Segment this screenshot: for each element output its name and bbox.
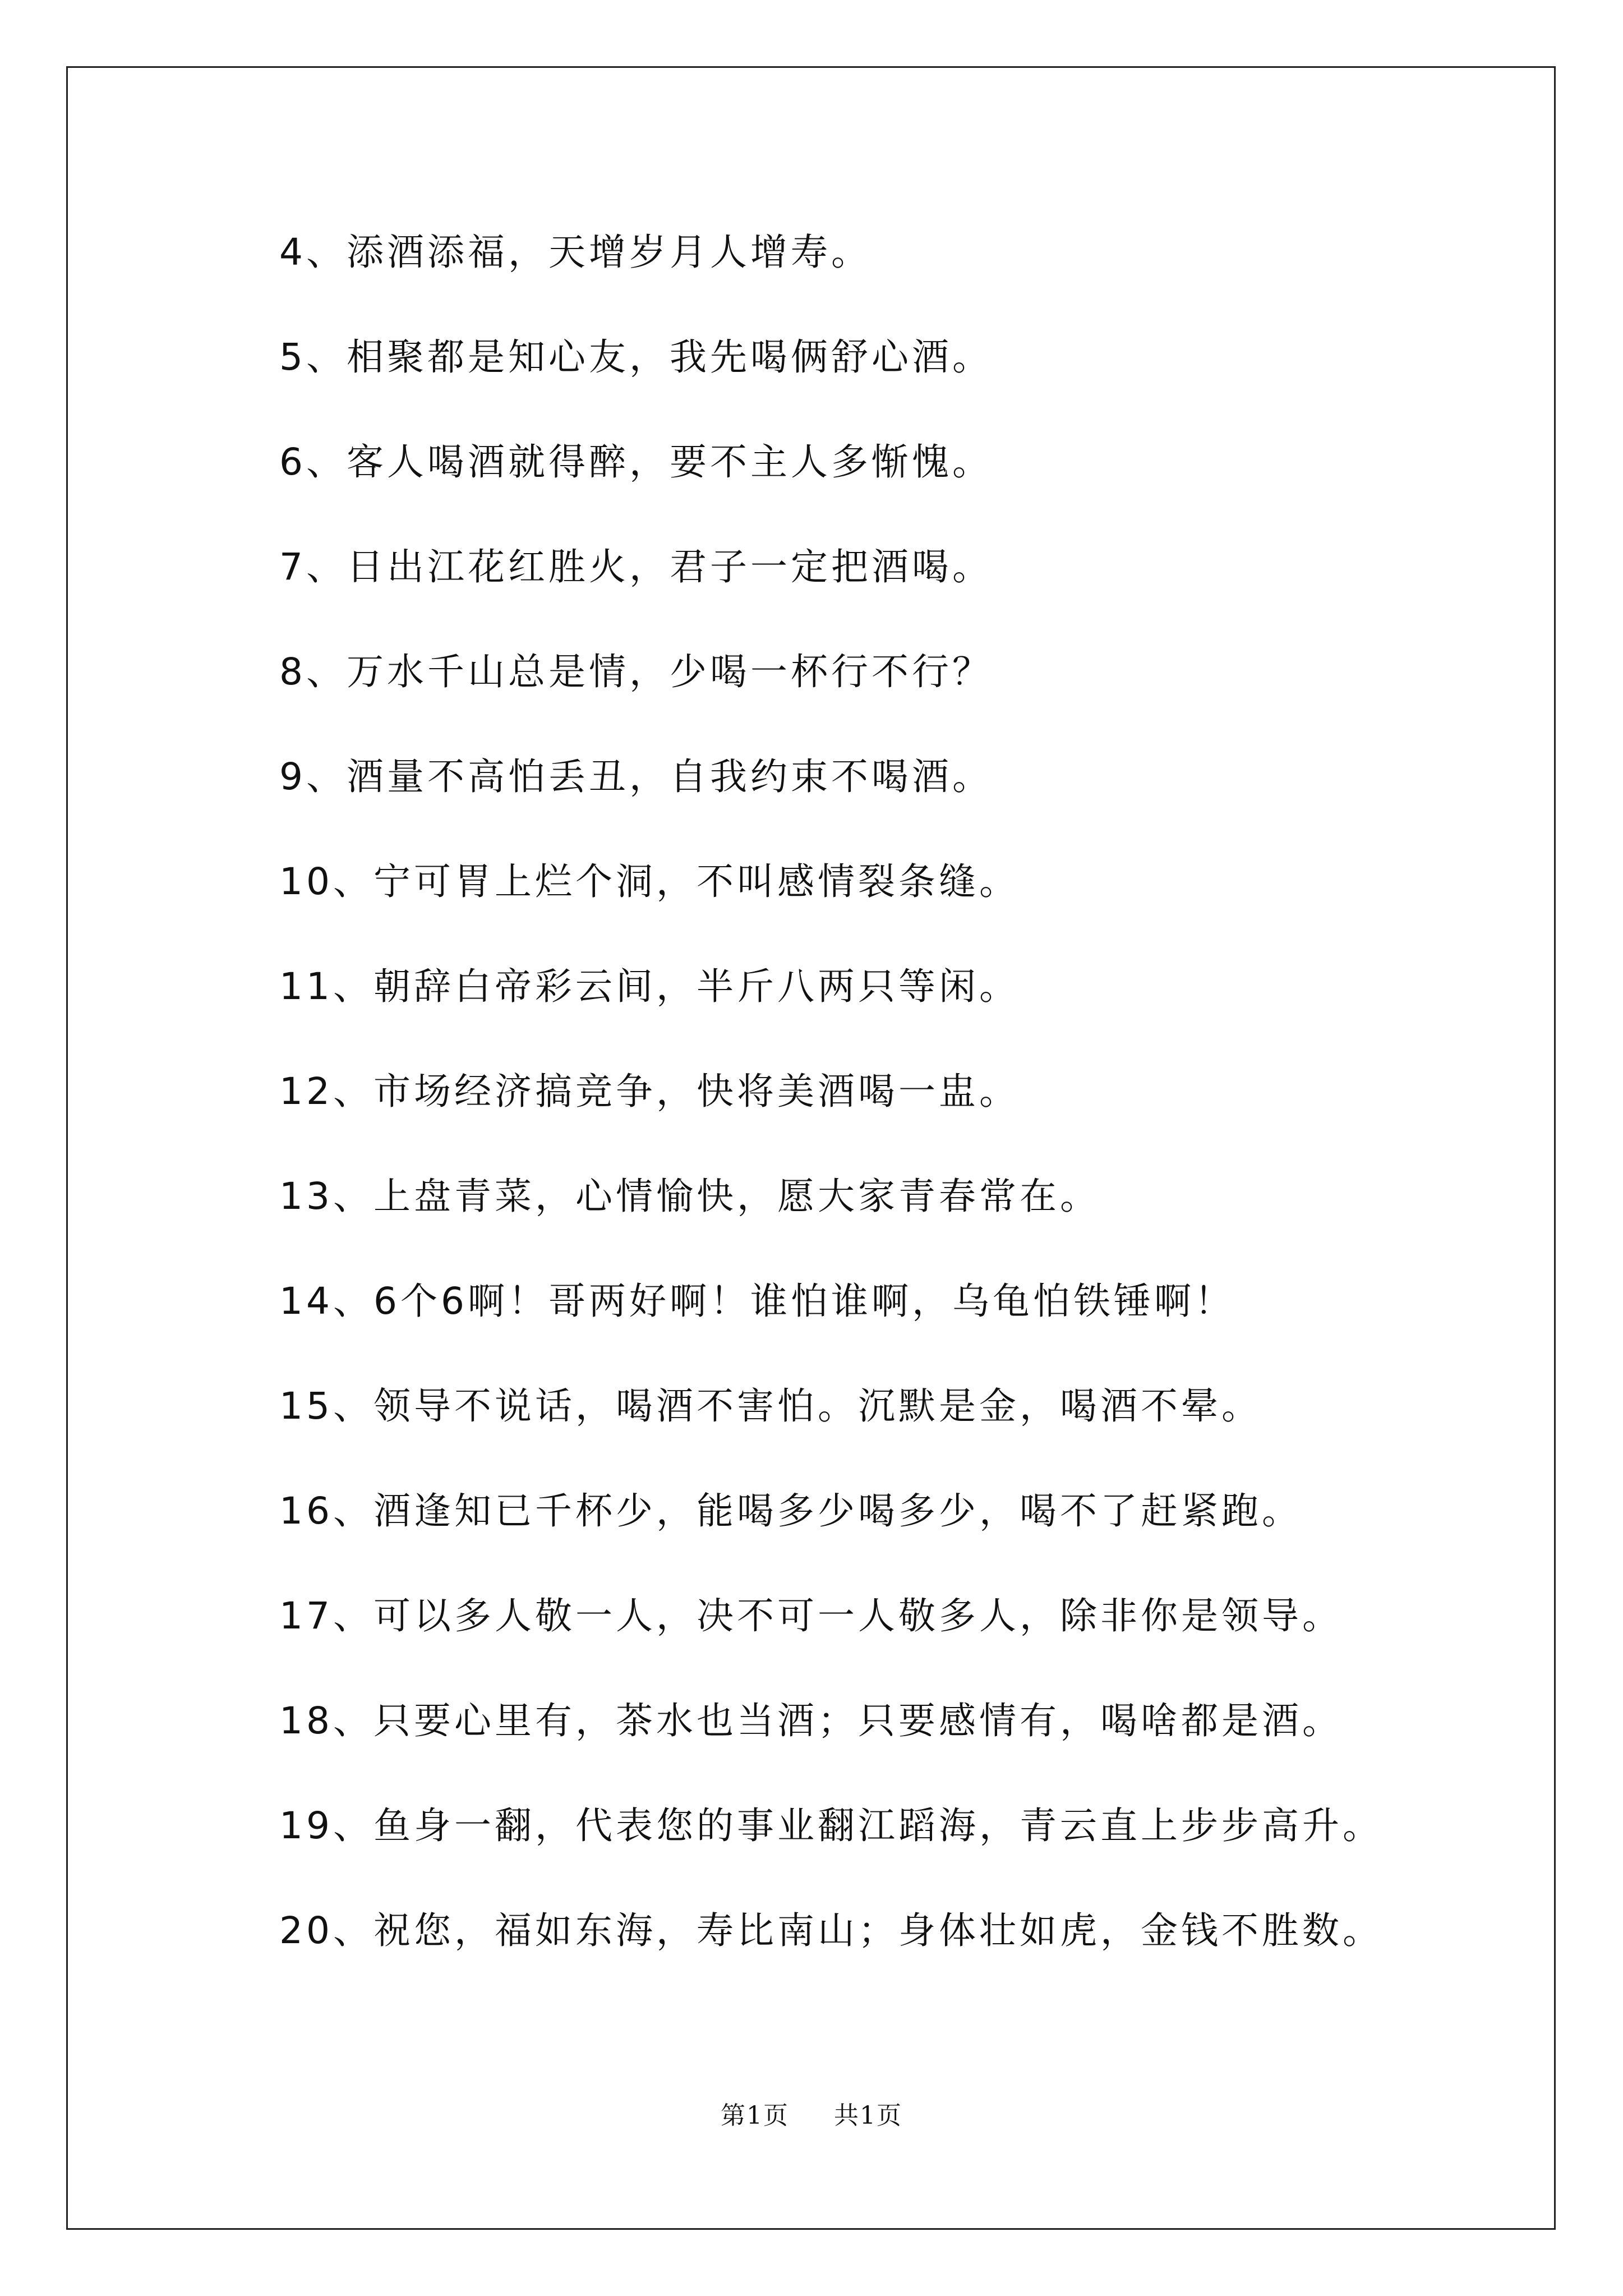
list-item: 6、客人喝酒就得醉，要不主人多惭愧。 bbox=[279, 440, 993, 484]
list-item: 17、可以多人敬一人，决不可一人敬多人，除非你是领导。 bbox=[279, 1594, 1343, 1637]
list-item: 20、祝您，福如东海，寿比南山；身体壮如虎，金钱不胜数。 bbox=[279, 1909, 1383, 1952]
page-number-total: 共1页 bbox=[834, 2101, 902, 2130]
list-item: 9、酒量不高怕丢丑，自我约束不喝酒。 bbox=[279, 755, 993, 798]
list-item: 12、市场经济搞竞争，快将美酒喝一盅。 bbox=[279, 1070, 1020, 1113]
list-item: 7、日出江花红胜火，君子一定把酒喝。 bbox=[279, 545, 993, 588]
page-footer bbox=[0, 2095, 1623, 2131]
list-item: 16、酒逢知已千杯少，能喝多少喝多少，喝不了赶紧跑。 bbox=[279, 1489, 1302, 1533]
toast-list bbox=[279, 224, 1513, 2008]
list-item: 8、万水千山总是情，少喝一杯行不行？ bbox=[279, 650, 993, 693]
list-item: 5、相聚都是知心友，我先喝俩舒心酒。 bbox=[279, 335, 993, 379]
list-item: 14、6个6啊！哥两好啊！谁怕谁啊，乌龟怕铁锤啊！ bbox=[279, 1280, 1235, 1323]
list-item: 10、宁可胃上烂个洞，不叫感情裂条缝。 bbox=[279, 860, 1020, 903]
list-item: 15、领导不说话，喝酒不害怕。沉默是金，喝酒不晕。 bbox=[279, 1384, 1262, 1428]
list-item: 18、只要心里有，茶水也当酒；只要感情有，喝啥都是酒。 bbox=[279, 1699, 1343, 1742]
list-item: 19、鱼身一翻，代表您的事业翻江蹈海，青云直上步步高升。 bbox=[279, 1804, 1383, 1847]
list-item: 13、上盘青菜，心情愉快，愿大家青春常在。 bbox=[279, 1175, 1100, 1218]
list-item: 11、朝辞白帝彩云间，半斤八两只等闲。 bbox=[279, 965, 1020, 1008]
page-number-current: 第1页 bbox=[721, 2101, 789, 2130]
list-item: 4、添酒添福，天增岁月人增寿。 bbox=[279, 231, 872, 274]
